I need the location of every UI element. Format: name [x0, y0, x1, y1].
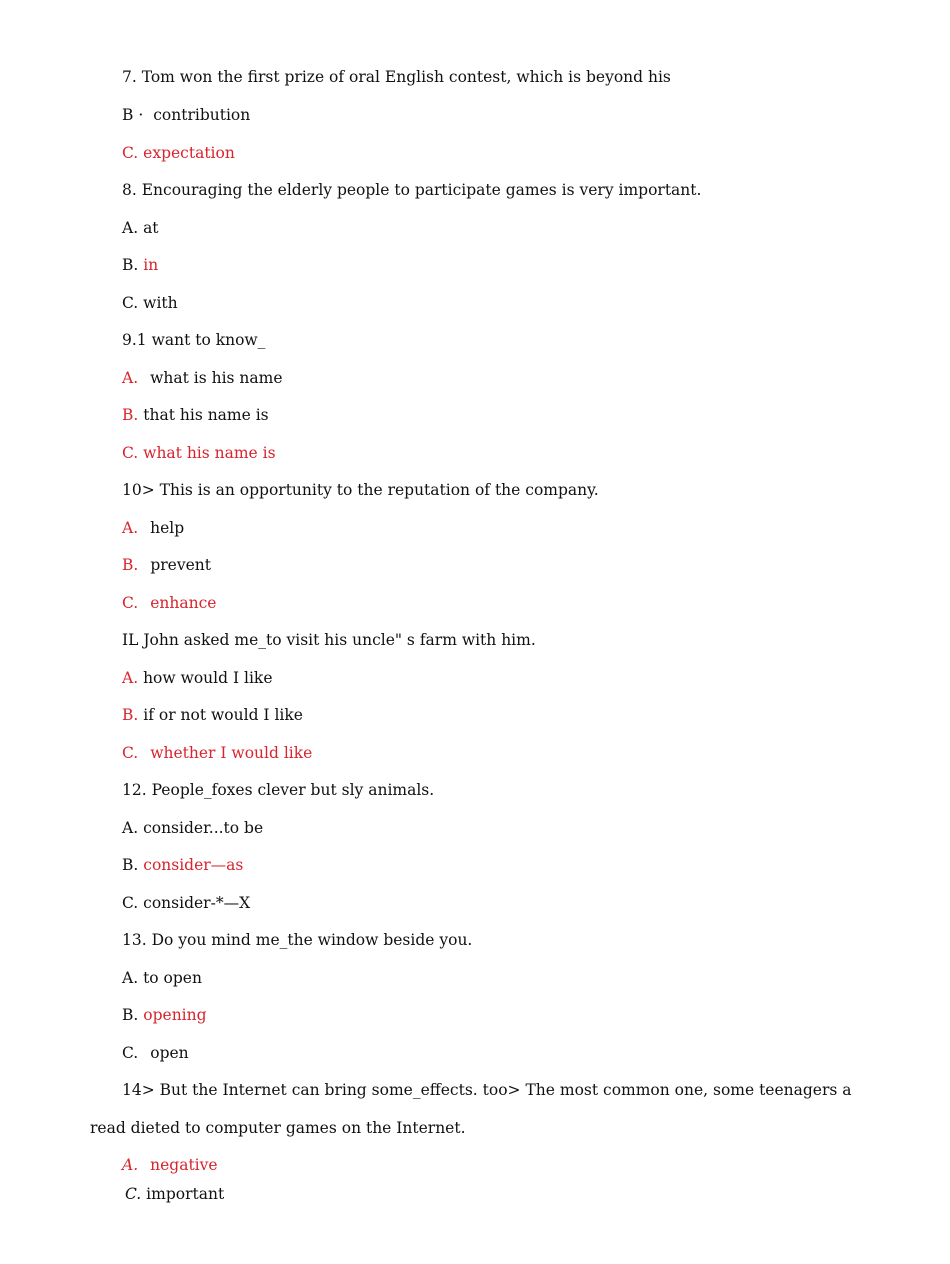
question-14-option-a: A. negative [122, 1156, 218, 1174]
question-7-text: 7. Tom won the first prize of oral English contest, which is beyond his [122, 68, 671, 86]
question-7-option-b: B · contribution [122, 106, 251, 124]
question-10-option-c: C. enhance [122, 594, 217, 612]
question-12-option-c: C. consider-*—X [122, 894, 251, 912]
question-8-option-c: C. with [122, 294, 178, 312]
question-13-text: 13. Do you mind me_the window beside you. [122, 931, 473, 949]
question-13-option-a: A. to open [122, 969, 202, 987]
question-8-option-a: A. at [122, 219, 159, 237]
question-11-option-a: A. how would I like [122, 669, 273, 687]
question-14-text: 14> But the Internet can bring some_effects. too> The most common one, some teenagers a [122, 1081, 852, 1099]
question-10-option-a: A. help [122, 519, 185, 537]
question-9-option-b: B. that his name is [122, 406, 269, 424]
question-10-text: 10> This is an opportunity to the reputation of the company. [122, 481, 599, 499]
question-13-option-c: C. open [122, 1044, 189, 1062]
question-7-option-c: C. expectation [122, 144, 235, 162]
question-9-text: 9.1 want to know_ [122, 331, 266, 349]
question-9-option-c: C. what his name is [122, 444, 276, 462]
question-11-text: IL John asked me_to visit his uncle" s farm with him. [122, 631, 536, 649]
question-14-text-continued: read dieted to computer games on the Internet. [90, 1119, 466, 1137]
question-14-option-c: C. important [125, 1185, 225, 1203]
question-9-option-a: A. what is his name [122, 369, 283, 387]
question-12-option-a: A. consider...to be [122, 819, 264, 837]
question-8-option-b: B. in [122, 256, 159, 274]
question-11-option-c: C. whether I would like [122, 744, 313, 762]
question-10-option-b: B. prevent [122, 556, 211, 574]
question-13-option-b: B. opening [122, 1006, 207, 1024]
question-12-text: 12. People_foxes clever but sly animals. [122, 781, 435, 799]
question-8-text: 8. Encouraging the elderly people to participate games is very important. [122, 181, 702, 199]
question-11-option-b: B. if or not would I like [122, 706, 303, 724]
question-12-option-b: B. consider—as [122, 856, 244, 874]
